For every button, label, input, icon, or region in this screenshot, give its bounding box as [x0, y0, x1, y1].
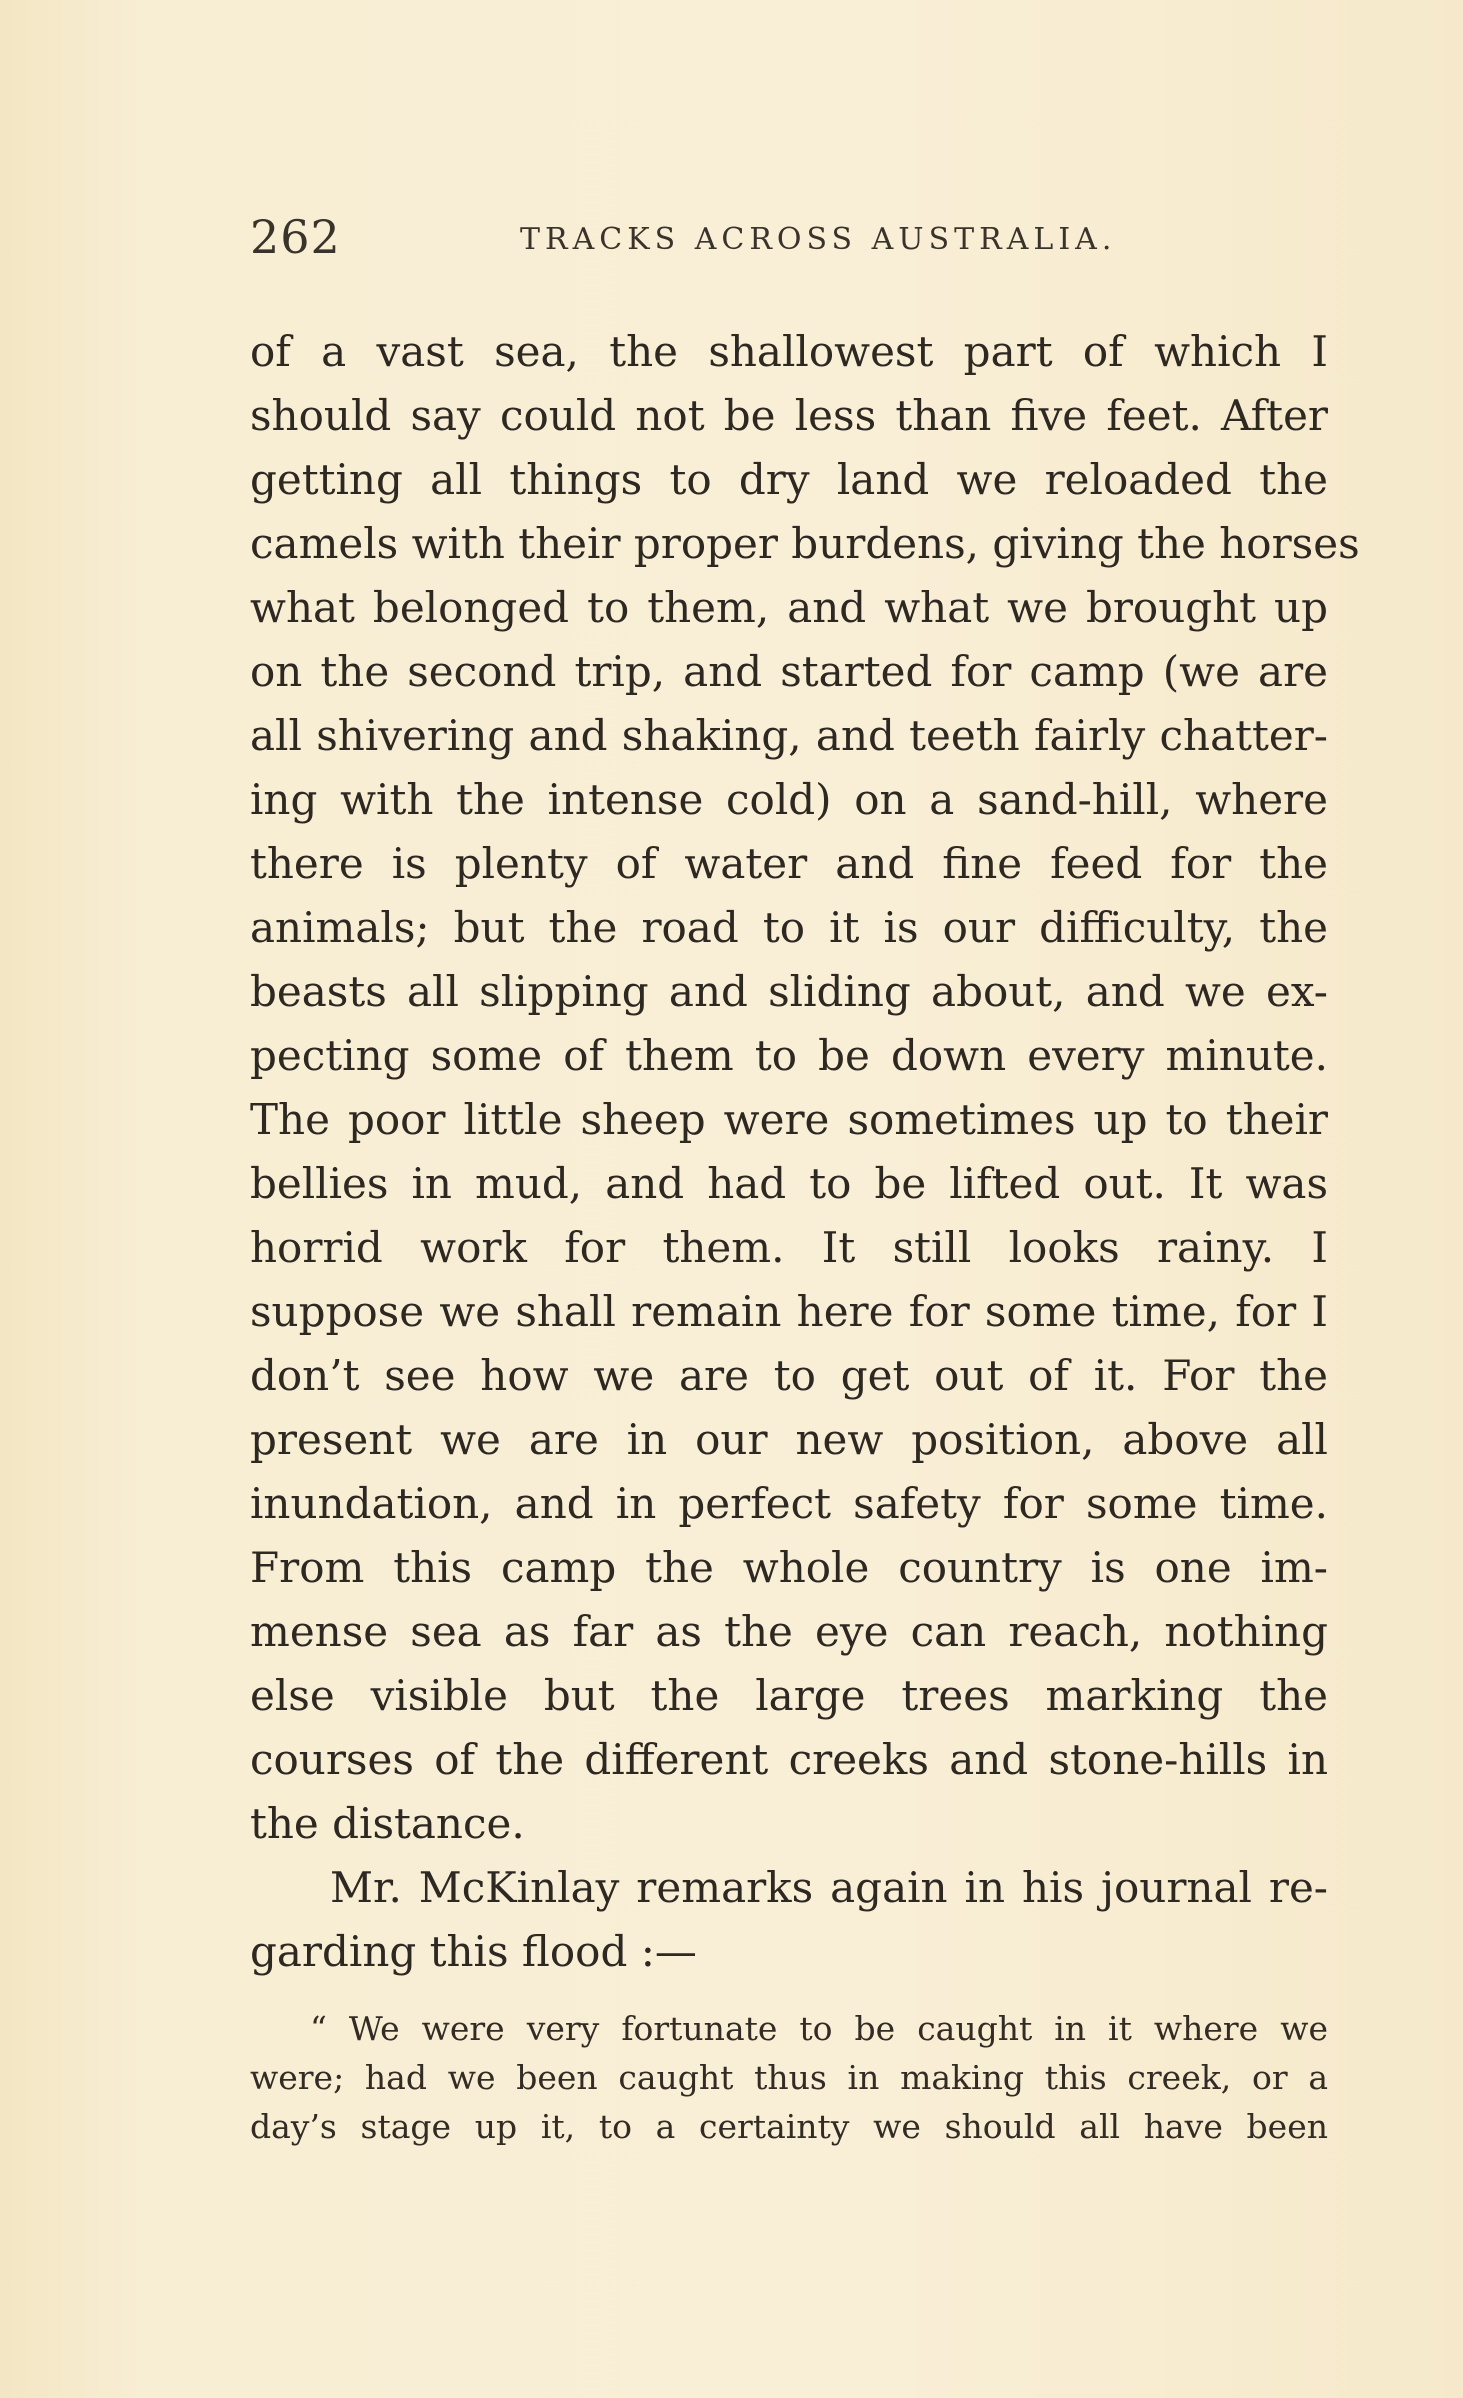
text-line: mense sea as far as the eye can reach, nothing	[250, 1607, 1328, 1656]
text-line: Mr. McKinlay remarks again in his journal re-	[330, 1863, 1328, 1912]
text-line: ing with the intense cold) on a sand-hill, where	[250, 775, 1328, 824]
text-line: don’t see how we are to get out of it. For the	[250, 1351, 1328, 1400]
body-text	[250, 320, 1360, 1984]
text-line: on the second trip, and started for camp (we are	[250, 647, 1328, 696]
quote-line: “ We were very fortunate to be caught in it where we	[310, 2009, 1328, 2048]
quote-line: day’s stage up it, to a certainty we should all have been	[250, 2107, 1328, 2146]
page-number: 262	[250, 210, 341, 264]
text-line: inundation, and in perfect safety for some time.	[250, 1479, 1328, 1528]
text-line: horrid work for them. It still looks rainy. I	[250, 1223, 1328, 1272]
text-line: present we are in our new position, above all	[250, 1415, 1328, 1464]
text-line: what belonged to them, and what we brought up	[250, 583, 1328, 632]
text-line: From this camp the whole country is one im-	[250, 1543, 1328, 1592]
text-line: suppose we shall remain here for some time, for I	[250, 1287, 1328, 1336]
text-line: the distance.	[250, 1799, 525, 1848]
text-line: bellies in mud, and had to be lifted out. It was	[250, 1159, 1328, 1208]
text-line: all shivering and shaking, and teeth fairly chatter-	[250, 711, 1328, 760]
block-quote	[250, 2004, 1328, 2151]
running-head: TRACKS ACROSS AUSTRALIA.	[520, 222, 1117, 257]
text-line: else visible but the large trees marking the	[250, 1671, 1328, 1720]
text-line: should say could not be less than five feet. After	[250, 391, 1328, 440]
text-line: animals; but the road to it is our difficulty, the	[250, 903, 1328, 952]
text-line: beasts all slipping and sliding about, and we ex-	[250, 967, 1328, 1016]
page-header	[250, 210, 1330, 270]
text-line: pecting some of them to be down every minute.	[250, 1031, 1328, 1080]
text-line: getting all things to dry land we reloaded the	[250, 455, 1328, 504]
text-line: of a vast sea, the shallowest part of which I	[250, 327, 1328, 376]
text-line: camels with their proper burdens, giving the horses	[250, 519, 1360, 568]
text-line: courses of the different creeks and stone-hills in	[250, 1735, 1328, 1784]
quote-line: were; had we been caught thus in making this creek, or a	[250, 2058, 1328, 2097]
text-line: The poor little sheep were sometimes up to their	[250, 1095, 1328, 1144]
text-line: there is plenty of water and fine feed for the	[250, 839, 1328, 888]
text-line: garding this flood :—	[250, 1927, 697, 1976]
